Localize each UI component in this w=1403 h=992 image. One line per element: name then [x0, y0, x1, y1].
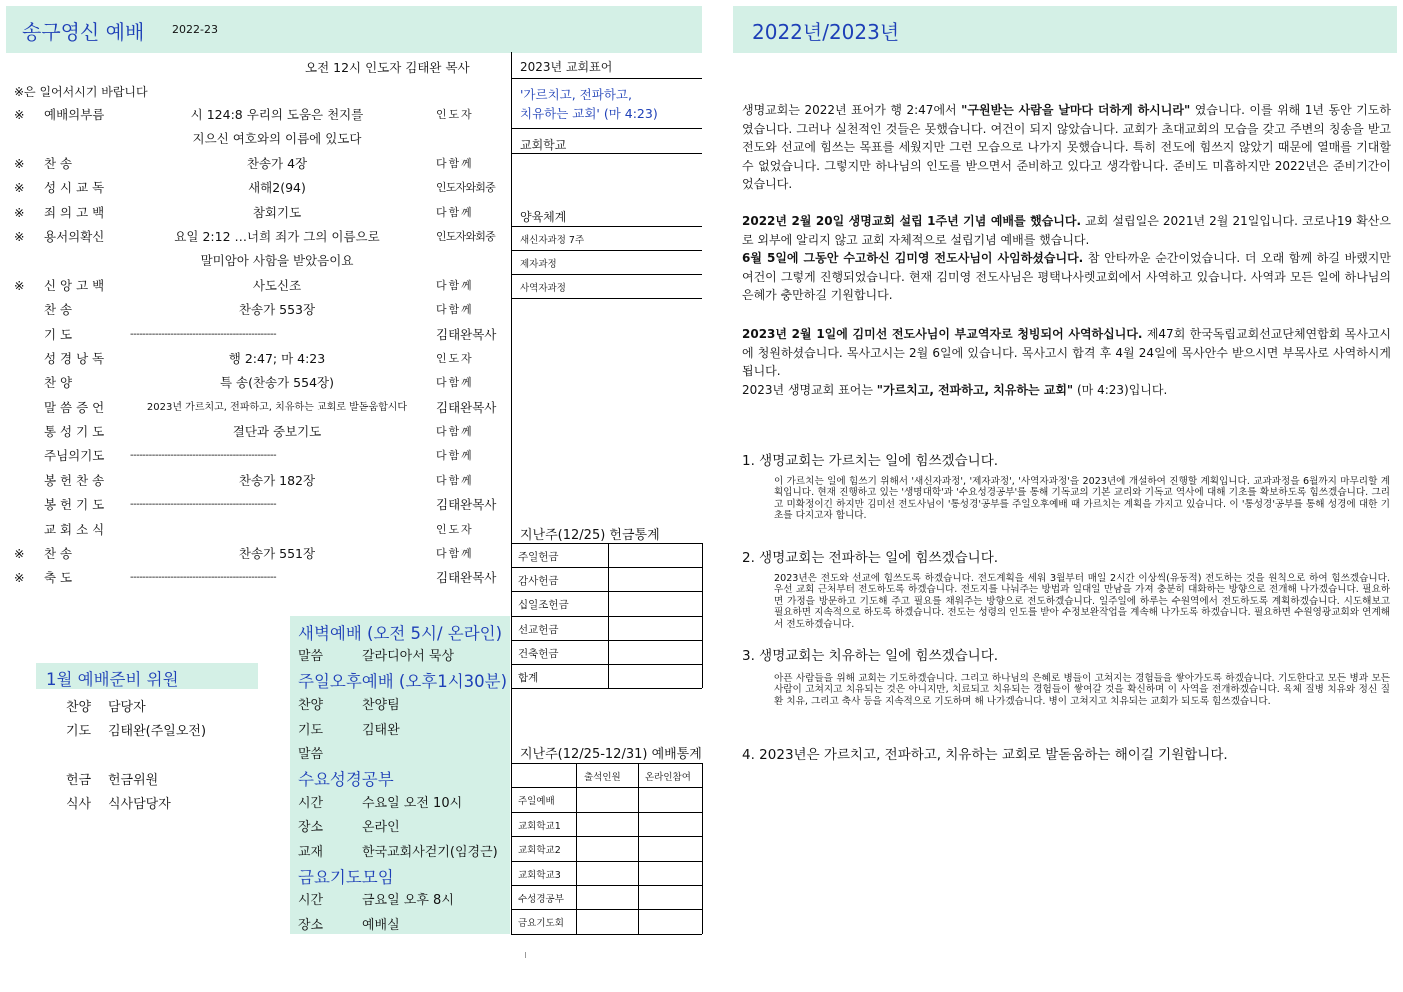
offering-label: 건축헌금 [518, 647, 559, 660]
order-content: ----------------------------------------------- [130, 499, 277, 511]
paragraph-2023: 2023년 2월 1일에 김미선 전도사님이 부교역자로 청빙되어 사역하십니다. 제47회 한국독립교회선교단체연합회 목사고시에 청원하셨습니다. 목사고시는 2월 6일에 있습니다. 목사고시 합격 후 4월 24일에 목사안수 받으시면 부목사로 사역하시게 됩니다. 2023년 생명교회 표어는 "가르치고, 전파하고, 치유하는 교회" (마 4:23)입니다. [742, 327, 1392, 397]
committee-role: 기도 [66, 724, 92, 739]
wednesday-title: 수요성경공부 [298, 770, 394, 789]
goal-teaching-body: 이 가르치는 일에 힘쓰기 위해서 '새신자과정', '제자과정', '사역자과정'을 2023년에 개설하여 진행할 계획입니다. 교과과정을 6월까지 마무리할 계획입니다. 현재 진행하고 있는 '생명대학'과 '수요성경공부'를 통해 기독교의 기본 교리와 기독교 역사에 대해 기초를 확보하도록 힘쓰겠습니다. 그리고 미확정이긴 하지만 김미선 전도사님이 '통성경'공부를 주일오후예배 때 가르치는 계획을 가지고 있습니다. 이 '통성경'공부를 통해 성경에 대한 기초를 다지고자 합니다. [774, 476, 1390, 522]
order-item-name: 용서의확신 [44, 228, 105, 244]
order-leader: 다 함 께 [436, 425, 471, 439]
divider [511, 298, 702, 299]
course-minister: 사역자과정 [520, 283, 566, 294]
offering-label: 선교헌금 [518, 623, 559, 636]
committee-person: 식사담당자 [108, 797, 171, 812]
table-rule [576, 763, 577, 934]
attendance-label: 교회학교3 [518, 869, 561, 881]
order-content: 결단과 중보기도 [232, 424, 322, 440]
order-item-name: 찬 송 [44, 155, 73, 171]
friday-title: 금요기도모임 [298, 868, 394, 887]
table-rule [511, 567, 702, 568]
order-content: 요일 2:12 …너희 죄가 그의 이름으로 [174, 228, 380, 244]
page-marker [525, 952, 526, 958]
order-mark: ※ [14, 228, 25, 244]
attendance-label: 교회학교1 [518, 820, 561, 832]
table-rule [511, 543, 702, 544]
order-row [12, 201, 510, 225]
page-title: 송구영신 예배 [22, 20, 145, 44]
table-rule [638, 763, 639, 934]
order-leader: 김태완목사 [436, 570, 497, 586]
order-leader: 다 함 께 [436, 205, 471, 219]
order-leader: 인도자와회중 [436, 181, 495, 195]
order-row [12, 396, 510, 420]
divider [511, 226, 702, 227]
attendance-label: 금요기도회 [518, 918, 564, 930]
order-item-name: 봉 헌 찬 송 [44, 472, 105, 488]
attendance-label: 수성경공부 [518, 894, 564, 905]
attendance-label: 교회학교2 [518, 845, 561, 857]
table-rule [511, 861, 702, 862]
order-mark: ※ [14, 155, 25, 171]
order-item-name: 말 씀 증 언 [44, 399, 105, 415]
order-item-name: 봉 헌 기 도 [44, 497, 105, 513]
paragraph-2022: 생명교회는 2022년 표어가 행 2:47에서 "구원받는 사람을 날마다 더하게 하시니라" 였습니다. 이를 위해 1년 동안 기도하였습니다. 그러나 실천적인 것들은 못했습니다. 여건이 되지 않았습니다. 교회가 초대교회의 모습을 갖고 주변의 칭송을 받고 전도와 선교에 힘쓰는 목표를 세웠지만 그런 모습으로 나가지 못했습니다. 특히 전도에 힘쓰지 않았기 때문에 열매를 기대할 수 없었습니다. 그렇지만 하나님의 인도를 받으면서 준비하고 있다고 생각합니다. 준비도 미흡하지만 2022년은 준비기간이었습니다. [742, 103, 1391, 191]
order-leader: 김태완목사 [436, 399, 497, 415]
order-item-name: 찬 양 [44, 375, 73, 391]
order-row [12, 371, 510, 395]
motto-label: 2023년 교회표어 [520, 60, 613, 74]
order-content: 말미암아 사함을 받았음이요 [200, 253, 354, 269]
attendance-title: 지난주(12/25-12/31) 예배통계 [520, 747, 702, 762]
order-content: 시 124:8 우리의 도움은 천지를 [190, 107, 364, 122]
order-row [12, 566, 510, 590]
committee-row [66, 769, 158, 788]
table-rule [511, 616, 702, 617]
order-item-name: 성 경 낭 독 [44, 350, 105, 366]
order-row [12, 298, 510, 322]
right-page-title: 2022년/2023년 [752, 20, 900, 44]
table-rule [511, 934, 702, 935]
table-rule [702, 543, 703, 688]
afternoon-word: 말씀 [298, 747, 324, 762]
afternoon-praise: 찬양 찬양팀 [298, 698, 400, 713]
dawn-title: 새벽예배 (오전 5시/ 온라인) [298, 624, 503, 643]
table-rule [511, 885, 702, 886]
order-leader: 다 함 께 [436, 156, 471, 170]
order-content: 찬송가 182장 [238, 472, 316, 488]
order-item-name: 예배의부름 [44, 107, 105, 122]
order-item-name: 주님의기도 [44, 448, 105, 464]
order-row [12, 347, 510, 371]
order-content: 찬송가 553장 [238, 302, 316, 318]
order-leader: 다 함 께 [436, 376, 471, 390]
order-leader: 다 함 께 [436, 278, 471, 292]
order-row [12, 225, 510, 249]
committee-row [66, 696, 146, 715]
column-divider [511, 52, 512, 934]
committee-role: 헌금 [66, 773, 92, 788]
order-leader: 다 함 께 [436, 303, 471, 317]
attendance-col-header: 온라인참여 [645, 772, 691, 783]
table-rule [608, 543, 609, 688]
order-row [12, 152, 510, 176]
order-content: 지으신 여호와의 이름에 있도다 [192, 131, 362, 147]
order-item-name: 찬 송 [44, 302, 73, 318]
nurture-label: 양육체계 [520, 210, 567, 224]
order-leader: 인도자와회중 [436, 229, 495, 243]
order-leader: 인 도 자 [436, 351, 471, 365]
goal-healing-body: 아픈 사람들을 위해 교회는 기도하겠습니다. 그리고 하나님의 은혜로 병들이 고쳐지는 경험들을 쌓아가도록 하겠습니다. 기도한다고 모든 병과 모든 사람이 고쳐지고 치유되는 것은 아니지만, 치료되고 치유되는 경험들이 쌓여갈 것을 확신하며 이 사역을 전개하겠습니다. 육체 질병 치유와 정신 질환 치유, 그리고 축사 등을 지속적으로 기도하며 해 나가겠습니다. 병이 고쳐지고 치유되는 교회가 되도록 힘쓰겠습니다. [774, 673, 1390, 707]
order-leader: 다 함 께 [436, 547, 471, 561]
wednesday-place: 장소 온라인 [298, 820, 400, 835]
order-item-name: 죄 의 고 백 [44, 204, 105, 220]
divider [511, 274, 702, 275]
order-content: 새해2(94) [248, 180, 306, 196]
order-item-name: 축 도 [44, 570, 73, 586]
committee-row [66, 793, 171, 812]
order-leader: 인 도 자 [436, 108, 471, 121]
order-row [12, 469, 510, 493]
motto-line-1: '가르치고, 전파하고, [520, 87, 632, 102]
order-content: 사도신조 [252, 277, 302, 293]
order-row [12, 127, 510, 151]
committee-role: 찬양 [66, 700, 92, 715]
table-rule [702, 763, 703, 934]
order-item-name: 찬 송 [44, 546, 73, 562]
divider [511, 78, 702, 79]
table-rule [511, 664, 702, 665]
dawn-word: 말씀 갈라디아서 묵상 [298, 649, 455, 664]
table-rule [511, 688, 702, 689]
afternoon-prayer: 기도 김태완 [298, 723, 400, 738]
school-label: 교회학교 [520, 138, 567, 152]
order-item-name: 신 앙 고 백 [44, 277, 105, 293]
divider [511, 250, 702, 251]
order-mark: ※ [14, 204, 25, 220]
order-item-name: 교 회 소 식 [44, 521, 105, 537]
table-rule [511, 591, 702, 592]
order-row [12, 542, 510, 566]
goal-preaching-body: 2023년은 전도와 선교에 힘쓰도록 하겠습니다. 전도계획을 세워 3월부터 매일 2시간 이상씩(유동적) 전도하는 것을 원칙으로 하여 힘쓰겠습니다. 우선 교회 근처부터 전도하도록 하겠습니다. 전도지를 나눠주는 방법과 일대일 만남을 가져 충분히 대화하는 방향으로 전개해 나가겠습니다. 필요하면 가정을 방문하고 기도해 주고 필요를 채워주는 방향으로 전도하겠습니다. 일주일에 하루는 수원역에서 전도하도록 계획하겠습니다. 시도해보고 필요하면 지속적으로 하도록 하겠습니다. 전도는 성령의 인도를 받아 수정보완작업을 계속해 나가도록 하겠습니다. 필요하면 수원영광교회와 연계해서 전도하겠습니다. [774, 573, 1390, 630]
divider [511, 128, 702, 129]
stand-note: ※은 일어서시기 바랍니다 [14, 85, 148, 99]
order-item-name: 기 도 [44, 326, 73, 342]
friday-time: 시간 금요일 오후 8시 [298, 893, 454, 908]
order-mark: ※ [14, 107, 25, 122]
wednesday-text: 교재 한국교회사걷기(임경근) [298, 845, 498, 860]
course-new: 새신자과정 7주 [520, 235, 585, 246]
attendance-label: 주일예배 [518, 796, 555, 808]
order-leader: 다 함 께 [436, 449, 471, 463]
friday-place: 장소 예배실 [298, 918, 400, 933]
motto-line-2: 치유하는 교회' (마 4:23) [520, 106, 658, 121]
order-leader: 김태완목사 [436, 497, 497, 513]
table-rule [511, 909, 702, 910]
goal-summary: 4. 2023년은 가르치고, 전파하고, 치유하는 교회로 발돋움하는 해이길 기원합니다. [742, 747, 1228, 763]
course-disciple: 제자과정 [520, 259, 557, 270]
offering-label: 감사헌금 [518, 575, 559, 588]
order-content: 2023년 가르치고, 전파하고, 치유하는 교회로 발돋움합시다 [146, 401, 408, 413]
offering-label: 주일헌금 [518, 551, 559, 563]
afternoon-title: 주일오후예배 (오후1시30분) [298, 672, 508, 691]
year-label: 2022-23 [172, 23, 218, 36]
order-content: 참회기도 [252, 204, 302, 220]
order-mark: ※ [14, 570, 25, 586]
committee-role: 식사 [66, 797, 92, 812]
order-item-name: 성 시 교 독 [44, 180, 105, 196]
order-mark: ※ [14, 277, 25, 293]
order-row [12, 323, 510, 347]
service-info: 오전 12시 인도자 김태완 목사 [305, 60, 470, 75]
divider [511, 153, 702, 154]
offering-label: 십일조헌금 [518, 599, 569, 612]
goal-healing: 3. 생명교회는 치유하는 일에 힘쓰겠습니다. [742, 648, 999, 664]
order-content: 특 송(찬송가 554장) [219, 375, 334, 391]
order-row [12, 518, 510, 542]
order-content: 행 2:47; 마 4:23 [228, 350, 326, 366]
order-item-name: 통 성 기 도 [44, 424, 105, 440]
committee-row [66, 720, 206, 739]
order-content: 찬송가 4장 [246, 155, 308, 171]
order-leader: 김태완목사 [436, 326, 497, 342]
table-rule [511, 640, 702, 641]
attendance-col-header: 출석인원 [584, 772, 621, 783]
order-row [12, 103, 510, 127]
order-content: ----------------------------------------------- [130, 450, 277, 462]
offering-label: 합계 [518, 672, 539, 684]
committee-title: 1월 예배준비 위원 [46, 670, 179, 689]
table-rule [511, 836, 702, 837]
order-leader: 다 함 께 [436, 473, 471, 487]
committee-person: 김태완(주일오전) [108, 724, 207, 739]
order-row [12, 444, 510, 468]
table-rule [511, 787, 702, 788]
offering-title: 지난주(12/25) 헌금통계 [520, 528, 660, 543]
committee-person: 헌금위원 [108, 773, 159, 788]
paragraph-anniversary: 2022년 2월 20일 생명교회 설립 1주년 기념 예배를 했습니다. 교회 설립일은 2021년 2월 21일입니다. 코로나19 확산으로 외부에 알리지 않고 교회 자체적으로 설립기념 예배를 했습니다. 6월 5일에 그동안 수고하신 김미영 전도사님이 사임하셨습니다. 참 안타까운 순간이었습니다. 더 오래 함께 하길 바랬지만 여건이 그렇게 진행되었습니다. 현재 김미영 전도사님은 평택나사렛교회에서 사역하고 있습니다. 사역과 모든 일에 하나님의 은혜가 충만하길 기원합니다. [742, 214, 1391, 302]
order-leader: 인 도 자 [436, 522, 471, 536]
goal-preaching: 2. 생명교회는 전파하는 일에 힘쓰겠습니다. [742, 550, 999, 566]
committee-person: 담당자 [108, 700, 146, 715]
order-content: ----------------------------------------------- [130, 328, 277, 340]
order-content: ----------------------------------------------- [130, 572, 277, 584]
worship-order [12, 103, 510, 591]
order-row [12, 249, 510, 273]
table-rule [511, 763, 702, 764]
order-mark: ※ [14, 180, 25, 196]
order-row [12, 420, 510, 444]
goal-teaching: 1. 생명교회는 가르치는 일에 힘쓰겠습니다. [742, 453, 999, 469]
order-content: 찬송가 551장 [238, 546, 316, 562]
order-row [12, 493, 510, 517]
order-mark: ※ [14, 546, 25, 562]
wednesday-time: 시간 수요일 오전 10시 [298, 796, 463, 811]
order-row [12, 176, 510, 200]
table-rule [511, 812, 702, 813]
order-row [12, 274, 510, 298]
